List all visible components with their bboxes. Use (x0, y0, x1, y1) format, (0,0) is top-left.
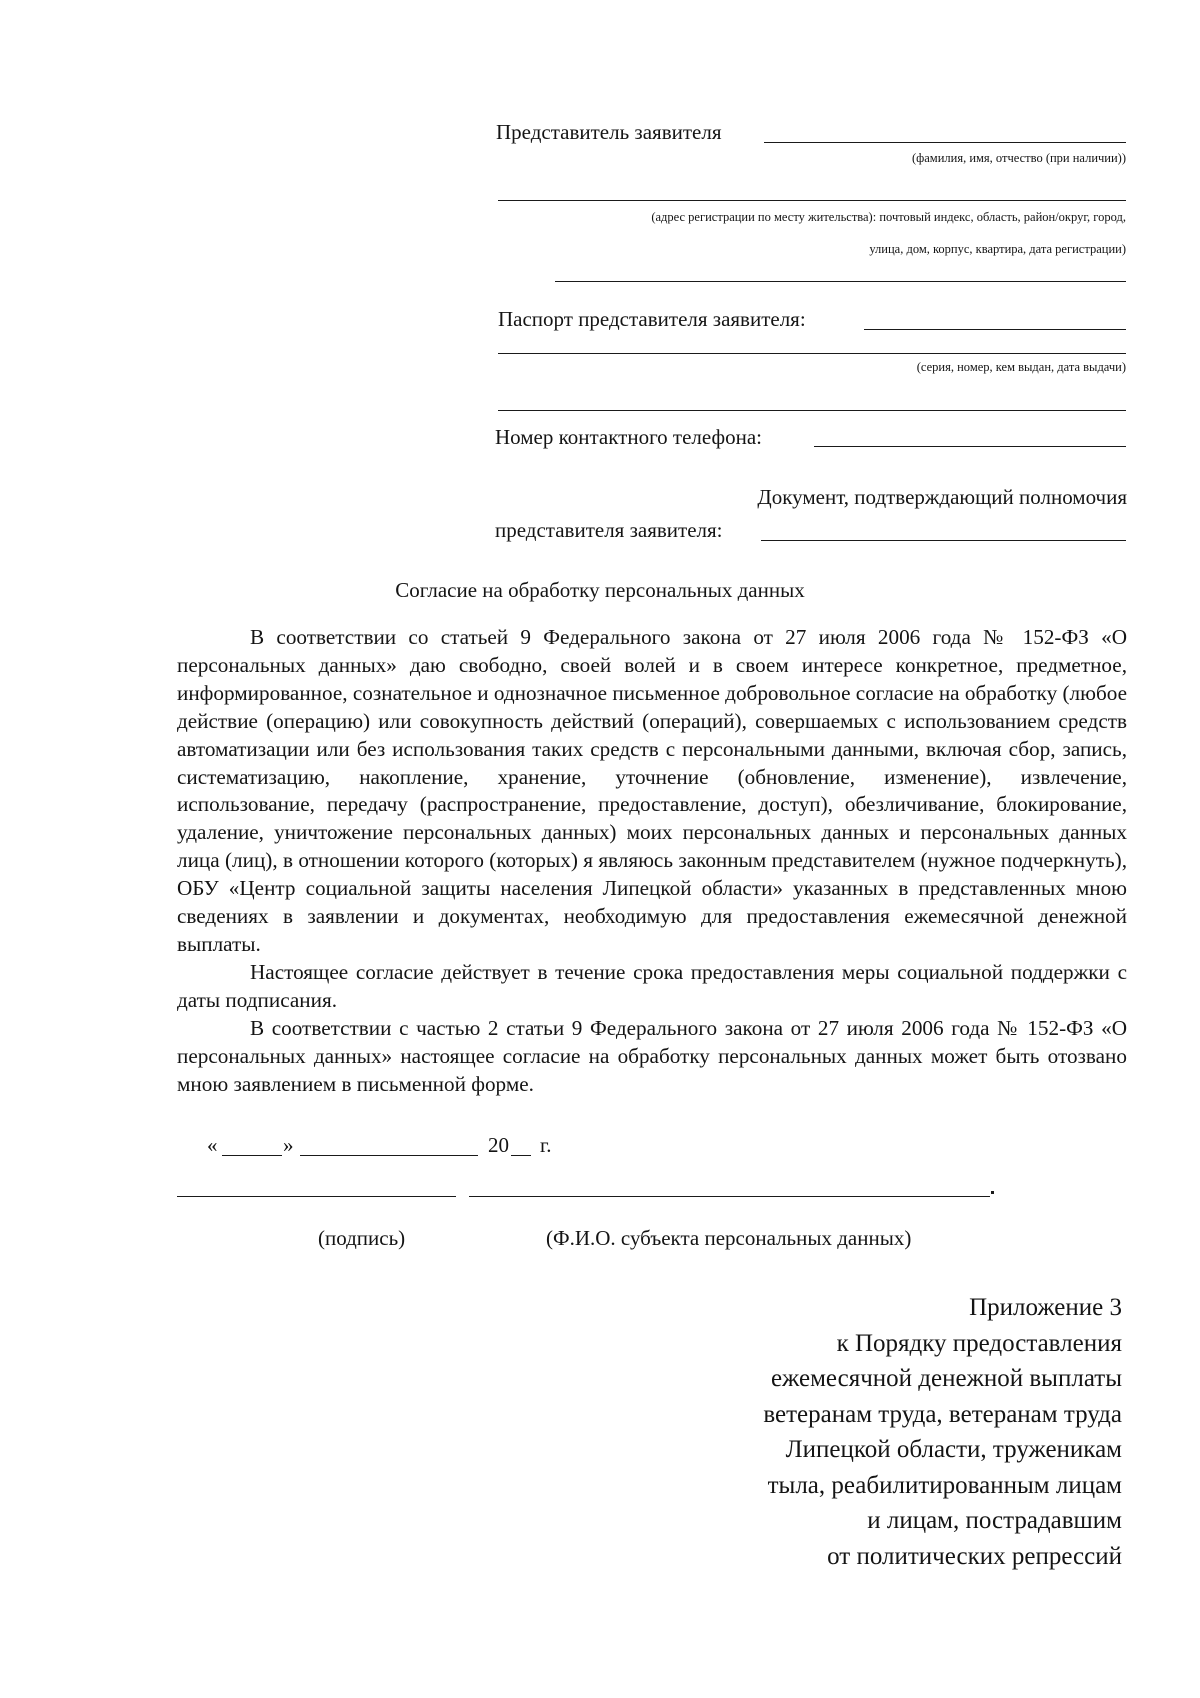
address-line-1 (498, 200, 1126, 201)
subject-name-line (469, 1196, 990, 1197)
appendix-line: Приложение 3 (969, 1294, 1122, 1321)
document-label-1: Документ, подтверждающий полномочия (757, 485, 1127, 509)
passport-hint: (серия, номер, кем выдан, дата выдачи) (916, 360, 1126, 374)
date-day-line (222, 1155, 282, 1156)
appendix-line: тыла, реабилитированным лицам (767, 1471, 1122, 1499)
consent-title: Согласие на обработку персональных данных (395, 578, 805, 602)
signature-line (177, 1196, 456, 1197)
document-line (761, 540, 1126, 541)
date-year-prefix: 20 (488, 1133, 509, 1157)
document-label-2: представителя заявителя: (495, 518, 723, 542)
date-year-suffix: г. (540, 1133, 552, 1157)
passport-line-3 (498, 410, 1126, 411)
appendix-block (763, 1290, 1122, 1574)
signature-dot (991, 1191, 994, 1194)
appendix-line: от политических репрессий (827, 1542, 1122, 1570)
date-month-line (300, 1155, 478, 1156)
appendix-line: Липецкой области, труженикам (785, 1436, 1122, 1463)
address-line-2 (555, 281, 1126, 282)
passport-line-1 (864, 329, 1126, 330)
representative-label: Представитель заявителя (496, 120, 722, 144)
phone-line (814, 446, 1126, 447)
appendix-line: к Порядку предоставления (836, 1329, 1122, 1357)
consent-paragraph-1: В соответствии со статьей 9 Федерального закона от 27 июля 2006 года № 152-ФЗ «О персональных данных» даю свободно, своей волей и в своем интересе конкретное, предметное, информированное, сознательное и однозначное письменное добровольное согласие на обработку (любое действие (операцию) или совокупность действий (операций), совершаемых с использованием средств автоматизации или без использования таких средств с персональными данными, включая сбор, запись, систематизацию, накопление, хранение, уточнение (обновление, изменение), извлечение, использование, передачу (распространение, предоставление, доступ), обезличивание, блокирование, удаление, уничтожение персональных данных) моих персональных данных и персональных данных лица (лиц), в отношении которого (которых) я являюсь законным представителем (нужное подчеркнуть), ОБУ «Центр социальной защиты населения Липецкой области» указанных в представленных мною сведениях в заявлении и документах, необходимую для предоставления ежемесячной денежной выплаты. (177, 625, 1127, 956)
date-open-quote: « (207, 1133, 218, 1157)
date-close-quote: » (283, 1133, 294, 1157)
fio-hint: (фамилия, имя, отчество (при наличии)) (911, 151, 1126, 165)
consent-paragraph-2: Настоящее согласие действует в течение срока предоставления меры социальной поддержки с даты подписания. (177, 959, 1127, 1012)
signature-caption: (подпись) (318, 1226, 406, 1250)
address-hint-1: (адрес регистрации по месту жительства): почтовый индекс, область, район/округ, город, (651, 210, 1126, 224)
representative-name-line (764, 142, 1126, 143)
subject-name-caption: (Ф.И.О. субъекта персональных данных) (546, 1226, 912, 1250)
appendix-line: ветеранам труда, ветеранам труда (763, 1400, 1122, 1428)
address-hint-2: улица, дом, корпус, квартира, дата регистрации) (869, 242, 1126, 256)
appendix-line: ежемесячной денежной выплаты (770, 1365, 1122, 1392)
date-year-line (511, 1155, 531, 1156)
consent-body (177, 624, 1127, 1098)
appendix-line: и лицам, пострадавшим (867, 1507, 1122, 1534)
consent-paragraph-3: В соответствии с частью 2 статьи 9 Федерального закона от 27 июля 2006 года № 152-ФЗ «О персональных данных» настоящее согласие на обработку персональных данных может быть отозвано мною заявлением в письменной форме. (177, 1015, 1127, 1096)
phone-label: Номер контактного телефона: (495, 425, 762, 449)
passport-label: Паспорт представителя заявителя: (498, 307, 806, 331)
passport-line-2 (498, 353, 1126, 354)
